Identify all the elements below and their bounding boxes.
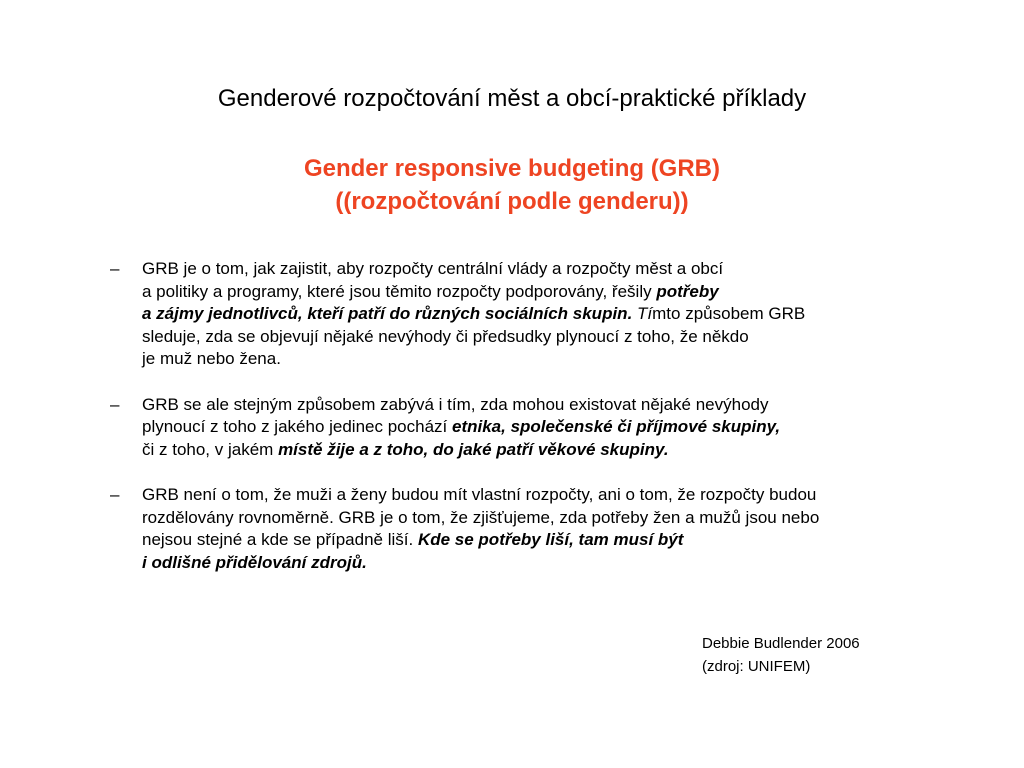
slide-subtitle [0, 152, 1024, 218]
bullet-item-3 [110, 484, 950, 574]
bullet-1-text: mto způsobem GRB [652, 304, 806, 323]
bullet-3-line-1: GRB není o tom, že muži a ženy budou mít vlastní rozpočty, ani o tom, že rozpočty budou [142, 485, 817, 504]
subtitle-line-1: Gender responsive budgeting (GRB) [303, 155, 721, 182]
bullet-dash: – [110, 394, 120, 414]
bullet-1-line-1: GRB je o tom, jak zajistit, aby rozpočty centrální vlády a rozpočty měst a obcí [142, 259, 724, 278]
bullet-2-text: či z toho, v jakém [142, 439, 279, 459]
slide-title: Genderové rozpočtování měst a obcí-praktické příklady [217, 85, 807, 112]
bullet-3-line-4: i odlišné přidělování zdrojů. [142, 552, 367, 572]
bullet-3-emphasis: Kde se potřeby liší, tam musí být [417, 530, 684, 549]
bullet-2-line-3 [142, 439, 950, 462]
bullet-3-line-3 [142, 529, 950, 552]
bullet-3-line-2: rozdělovány rovnoměrně. GRB je o tom, že zjišťujeme, zda potřeby žen a mužů jsou nebo [142, 507, 820, 527]
source-author: Debbie Budlender 2006 [702, 635, 860, 652]
bullet-1-emphasis: a zájmy jednotlivců, kteří patří do různých sociálních skupin. [142, 304, 633, 323]
bullet-1-line-2 [142, 281, 950, 304]
bullet-2-emphasis: místě žije a z toho, do jaké patří věkové skupiny. [278, 439, 669, 459]
bullet-dash: – [110, 485, 120, 504]
subtitle-line-2: ((rozpočtování podle genderu)) [335, 188, 689, 215]
bullet-item-1 [110, 258, 950, 371]
bullet-dash: – [110, 259, 120, 278]
bullet-2-line-1: GRB se ale stejným způsobem zabývá i tím, zda mohou existovat nějaké nevýhody [142, 394, 769, 414]
bullet-list [110, 258, 950, 597]
bullet-1-line-5: je muž nebo žena. [142, 349, 281, 368]
bullet-2-text: plynoucí z toho z jakého jedinec pochází [142, 417, 452, 436]
bullet-3-text: nejsou stejné a kde se případně liší. [142, 530, 418, 549]
bullet-2-emphasis: etnika, společenské či příjmové skupiny, [451, 417, 781, 436]
bullet-item-2 [110, 394, 950, 462]
bullet-1-emphasis: potřeby [656, 281, 719, 301]
bullet-1-italic: Tí [632, 304, 653, 323]
bullet-2-line-2 [142, 416, 950, 439]
bullet-1-text: a politiky a programy, které jsou těmito rozpočty podporovány, řešily [142, 281, 657, 301]
bullet-1-line-4: sleduje, zda se objevují nějaké nevýhody či předsudky plynoucí z toho, že někdo [142, 326, 749, 346]
source-reference: (zdroj: UNIFEM) [702, 658, 811, 675]
bullet-1-line-3 [142, 303, 950, 326]
source-citation [702, 632, 860, 678]
